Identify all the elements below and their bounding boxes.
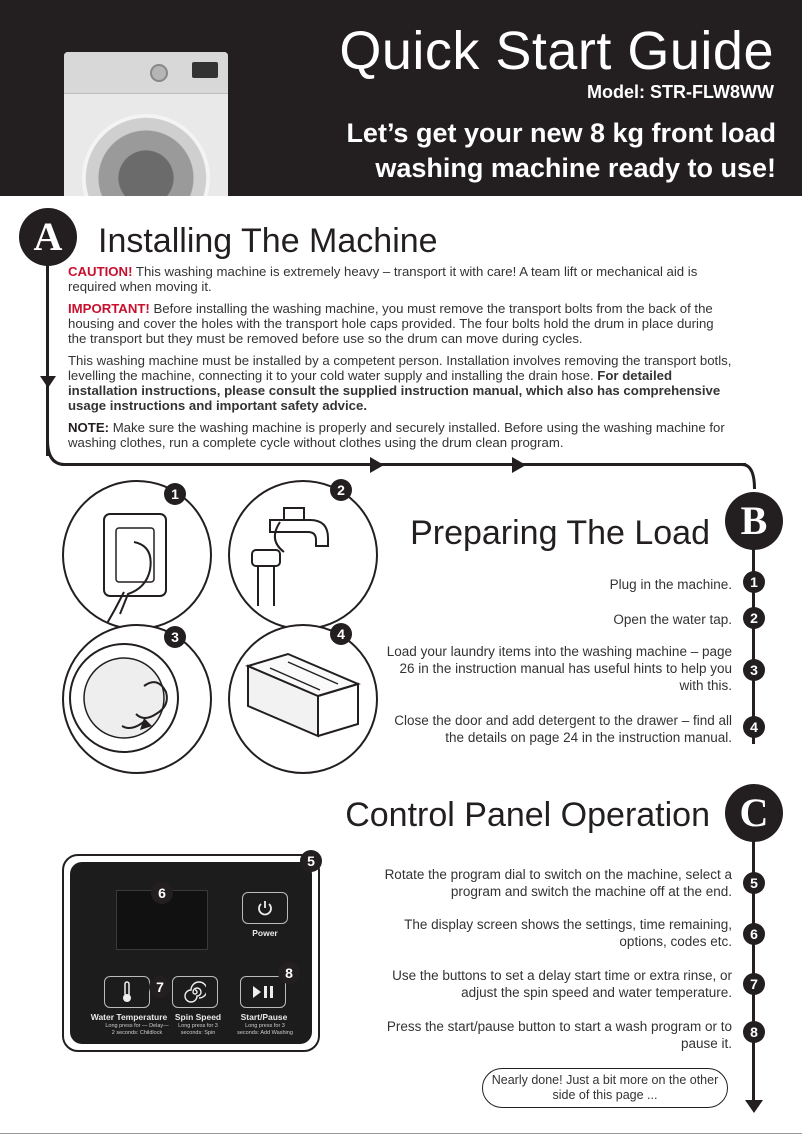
section-a-badge: A bbox=[19, 208, 77, 266]
power-label: Power bbox=[252, 928, 278, 938]
step-5-text: Rotate the program dial to switch on the machine, select a program and switch the machine off at the end. bbox=[384, 867, 732, 899]
important-text: Before installing the washing machine, you must remove the transport bolts from the back of the housing and cover the holes with the transport hole caps provided. The four bolts hold the drum in place during the transport but they must be removed before use so the drum can move during cycles. bbox=[68, 301, 714, 346]
section-b-badge: B bbox=[725, 492, 783, 550]
detergent-drawer-icon bbox=[230, 626, 378, 774]
spin-speed-sublabel: Long press for 3 seconds: Spin bbox=[178, 1023, 218, 1036]
page-title: Quick Start Guide bbox=[339, 21, 774, 81]
install-paragraph bbox=[68, 353, 734, 413]
plug-illustration bbox=[62, 480, 212, 630]
step-number: 7 bbox=[743, 973, 765, 995]
detergent-drawer-illustration bbox=[228, 624, 378, 774]
continue-callout: Nearly done! Just a bit more on the other side of this page ... bbox=[482, 1068, 728, 1108]
step-1-text: Plug in the machine. bbox=[609, 577, 732, 592]
panel-number: 7 bbox=[149, 976, 171, 998]
illustration-number: 1 bbox=[164, 483, 186, 505]
thermometer-icon bbox=[121, 981, 133, 1003]
arrow-down-icon bbox=[40, 376, 56, 390]
section-a-body bbox=[68, 264, 734, 457]
install-bold-text: For detailed installation instructions, please consult the supplied instruction manual, which also has comprehensive usage instructions and important safety advice. bbox=[68, 368, 721, 413]
panel-number: 8 bbox=[278, 962, 300, 984]
note-text: Make sure the washing machine is properly and securely installed. Before using the washing machine for washing clothes, run a complete cycle without clothes using the drum clean program. bbox=[68, 420, 725, 450]
water-temperature-sublabel: Long press for — Delay— 2 seconds: Childlock bbox=[105, 1023, 169, 1036]
caution-paragraph bbox=[68, 264, 734, 294]
start-pause-sublabel: Long press for 3 seconds: Add Washing bbox=[237, 1023, 293, 1036]
spin-speed-button[interactable] bbox=[172, 976, 218, 1008]
step-number: 5 bbox=[743, 872, 765, 894]
step-number: 3 bbox=[743, 659, 765, 681]
illustration-number: 2 bbox=[330, 479, 352, 501]
power-button[interactable] bbox=[242, 892, 288, 924]
step-2-text: Open the water tap. bbox=[613, 612, 732, 627]
note-label: NOTE: bbox=[68, 420, 110, 435]
step-number: 6 bbox=[743, 923, 765, 945]
start-pause-label: Start/Pause bbox=[240, 1012, 288, 1022]
tagline: Let’s get your new 8 kg front load washing machine ready to use! bbox=[346, 118, 776, 183]
spin-icon bbox=[184, 981, 206, 1003]
arrow-right-icon bbox=[370, 457, 384, 473]
spin-speed-label: Spin Speed bbox=[174, 1012, 222, 1022]
install-text: This washing machine must be installed by a competent person. Installation involves removing the transport botls, levelling the machine, connecting it to your cold water supply and installing the drain hose. bbox=[68, 353, 732, 383]
arrow-right-icon bbox=[512, 457, 526, 473]
timeline-a-vertical bbox=[46, 236, 49, 456]
play-pause-icon bbox=[251, 984, 275, 1000]
step-4-text: Close the door and add detergent to the drawer – find all the details on page 24 in the instruction manual. bbox=[394, 713, 732, 745]
panel-number: 6 bbox=[151, 882, 173, 904]
start-pause-button[interactable] bbox=[240, 976, 286, 1008]
power-icon bbox=[255, 898, 275, 918]
control-panel bbox=[70, 862, 312, 1044]
model-number: Model: STR-FLW8WW bbox=[587, 82, 774, 102]
header-banner bbox=[0, 0, 802, 196]
section-b-title: Preparing The Load bbox=[410, 514, 710, 552]
section-a-title: Installing The Machine bbox=[98, 222, 438, 260]
step-number: 2 bbox=[743, 607, 765, 629]
timeline-curve bbox=[46, 440, 66, 468]
step-number: 4 bbox=[743, 716, 765, 738]
timeline-curve bbox=[742, 463, 762, 493]
arrow-down-icon bbox=[745, 1100, 763, 1114]
timeline-a-horizontal bbox=[62, 463, 746, 466]
door-icon bbox=[64, 626, 212, 774]
note-paragraph bbox=[68, 420, 734, 450]
important-label: IMPORTANT! bbox=[68, 301, 150, 316]
water-temperature-label: Water Temperature bbox=[90, 1012, 168, 1022]
step-number: 8 bbox=[743, 1021, 765, 1043]
step-7-text: Use the buttons to set a delay start time or extra rinse, or adjust the spin speed and water temperature. bbox=[392, 968, 732, 1000]
tap-illustration bbox=[228, 480, 378, 630]
panel-number: 5 bbox=[300, 850, 322, 872]
bottom-rule bbox=[0, 1133, 802, 1134]
section-c-badge: C bbox=[725, 784, 783, 842]
door-illustration bbox=[62, 624, 212, 774]
step-3-text: Load your laundry items into the washing machine – page 26 in the instruction manual has useful hints to help you with this. bbox=[386, 644, 732, 693]
washing-machine-illustration bbox=[64, 52, 228, 196]
section-c-title: Control Panel Operation bbox=[345, 796, 710, 834]
step-number: 1 bbox=[743, 571, 765, 593]
caution-text: This washing machine is extremely heavy – transport it with care! A team lift or mechanical aid is required when moving it. bbox=[68, 264, 698, 294]
water-temperature-button[interactable] bbox=[104, 976, 150, 1008]
plug-icon bbox=[64, 482, 212, 630]
step-8-text: Press the start/pause button to start a wash program or to pause it. bbox=[386, 1019, 732, 1051]
step-6-text: The display screen shows the settings, time remaining, options, codes etc. bbox=[404, 917, 732, 949]
illustration-number: 3 bbox=[164, 626, 186, 648]
important-paragraph bbox=[68, 301, 734, 346]
illustration-number: 4 bbox=[330, 623, 352, 645]
tap-icon bbox=[230, 482, 378, 630]
caution-label: CAUTION! bbox=[68, 264, 133, 279]
